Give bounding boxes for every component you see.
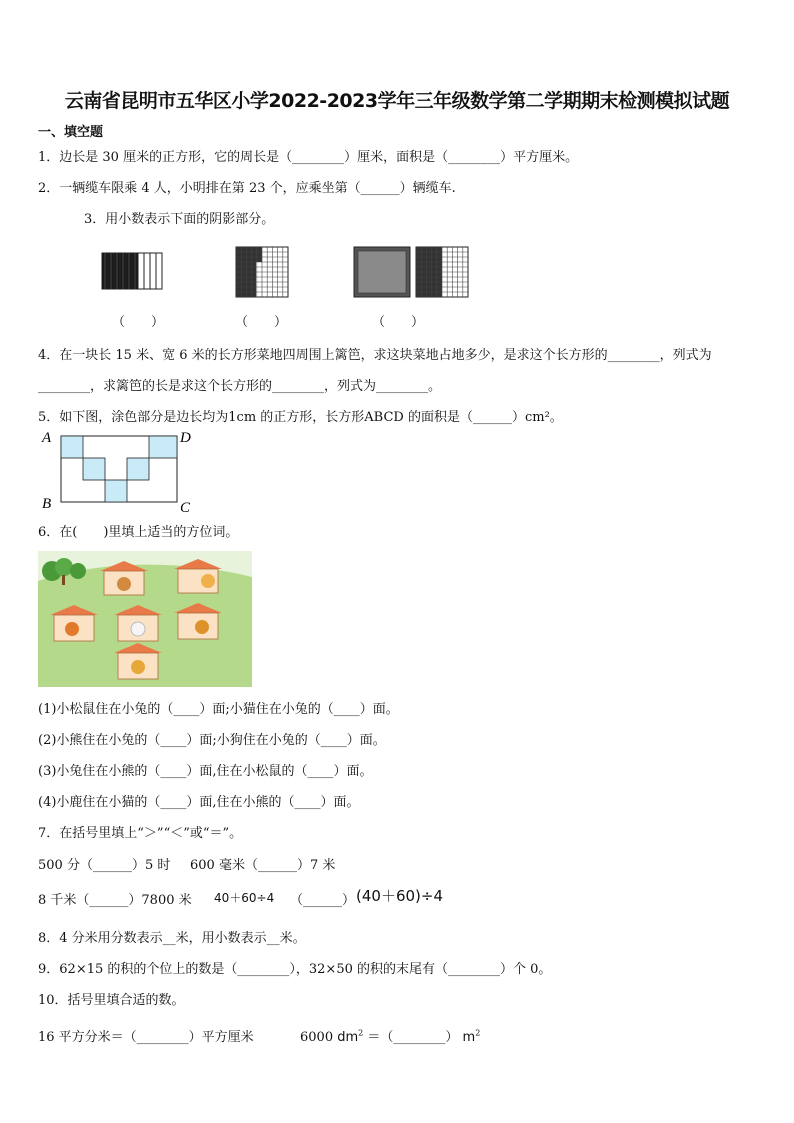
label-a: A <box>42 430 52 446</box>
question-8: 8．4 分米用分数表示__米，用小数表示__米。 <box>38 931 306 946</box>
question-3: 3．用小数表示下面的阴影部分。 <box>84 212 275 227</box>
superscript-2b: 2 <box>475 1028 481 1038</box>
expression-1: 40＋60÷4 <box>214 891 275 905</box>
question-6: 6．在( )里填上适当的方位词。 <box>38 525 239 540</box>
rectangle-abcd-figure <box>38 426 198 516</box>
decimal-bar-figure <box>102 253 164 290</box>
question-9: 9．62×15 的积的个位上的数是（________），32×50 的积的末尾有（________）个 0。 <box>38 962 552 977</box>
question-6-item-4: (4)小鹿住在小猫的（____）面,住在小熊的（____）面。 <box>38 795 360 810</box>
question-5: 5．如下图，涂色部分是边长均为1cm 的正方形，长方形ABCD 的面积是（______）cm²。 <box>38 410 563 425</box>
question-7-row1-a: 500 分（______）5 时 <box>38 858 171 873</box>
page-title: 云南省昆明市五华区小学2022-2023学年三年级数学第二学期期末检测模拟试题 <box>64 90 730 112</box>
unit-dm: dm <box>337 1030 359 1045</box>
question-6-item-1: (1)小松鼠住在小兔的（____）面;小猫住在小兔的（____）面。 <box>38 702 399 717</box>
question-6-item-3: (3)小兔住在小熊的（____）面,住在小松鼠的（____）面。 <box>38 764 373 779</box>
question-10-b-paren: ＝（________） <box>367 1030 459 1045</box>
label-b: B <box>42 496 52 512</box>
unit-m: m <box>462 1030 476 1045</box>
answer-paren-3: （ ） <box>372 315 425 330</box>
question-7-paren: （______） <box>290 893 356 908</box>
section-heading: 一、填空题 <box>38 125 104 140</box>
answer-paren-1: （ ） <box>112 315 165 330</box>
question-7-row1-b: 600 毫米（______）7 米 <box>190 858 336 873</box>
label-c: C <box>180 500 191 516</box>
animal-houses-illustration <box>38 551 252 687</box>
question-10: 10．括号里填合适的数。 <box>38 993 185 1008</box>
question-7-row2-a: 8 千米（______）7800 米 <box>38 893 192 908</box>
question-1: 1．边长是 30 厘米的正方形，它的周长是（________）厘米，面积是（________）平方厘米。 <box>38 150 579 165</box>
hundred-grid-figure <box>236 247 290 298</box>
expression-2: (40＋60)÷4 <box>356 887 443 905</box>
question-10-a: 16 平方分米＝（________）平方厘米 <box>38 1030 254 1045</box>
label-d: D <box>180 430 191 446</box>
question-2: 2．一辆缆车限乘 4 人，小明排在第 23 个，应乘坐第（______）辆缆车. <box>38 181 456 196</box>
value-6000: 6000 <box>300 1030 334 1045</box>
answer-paren-2: （ ） <box>235 315 288 330</box>
question-4-line1: 4．在一块长 15 米、宽 6 米的长方形菜地四周围上篱笆，求这块菜地占地多少，是求这个长方形的________，列式为 <box>38 348 712 363</box>
question-4-line2: ________，求篱笆的长是求这个长方形的________，列式为________。 <box>38 379 442 394</box>
two-grids-figure <box>354 247 470 298</box>
question-6-item-2: (2)小熊住在小兔的（____）面;小狗住在小兔的（____）面。 <box>38 733 386 748</box>
superscript-2: 2 <box>358 1028 364 1038</box>
question-10-b <box>300 1026 480 1045</box>
question-7: 7．在括号里填上“＞”“＜”或“＝”。 <box>38 826 243 841</box>
